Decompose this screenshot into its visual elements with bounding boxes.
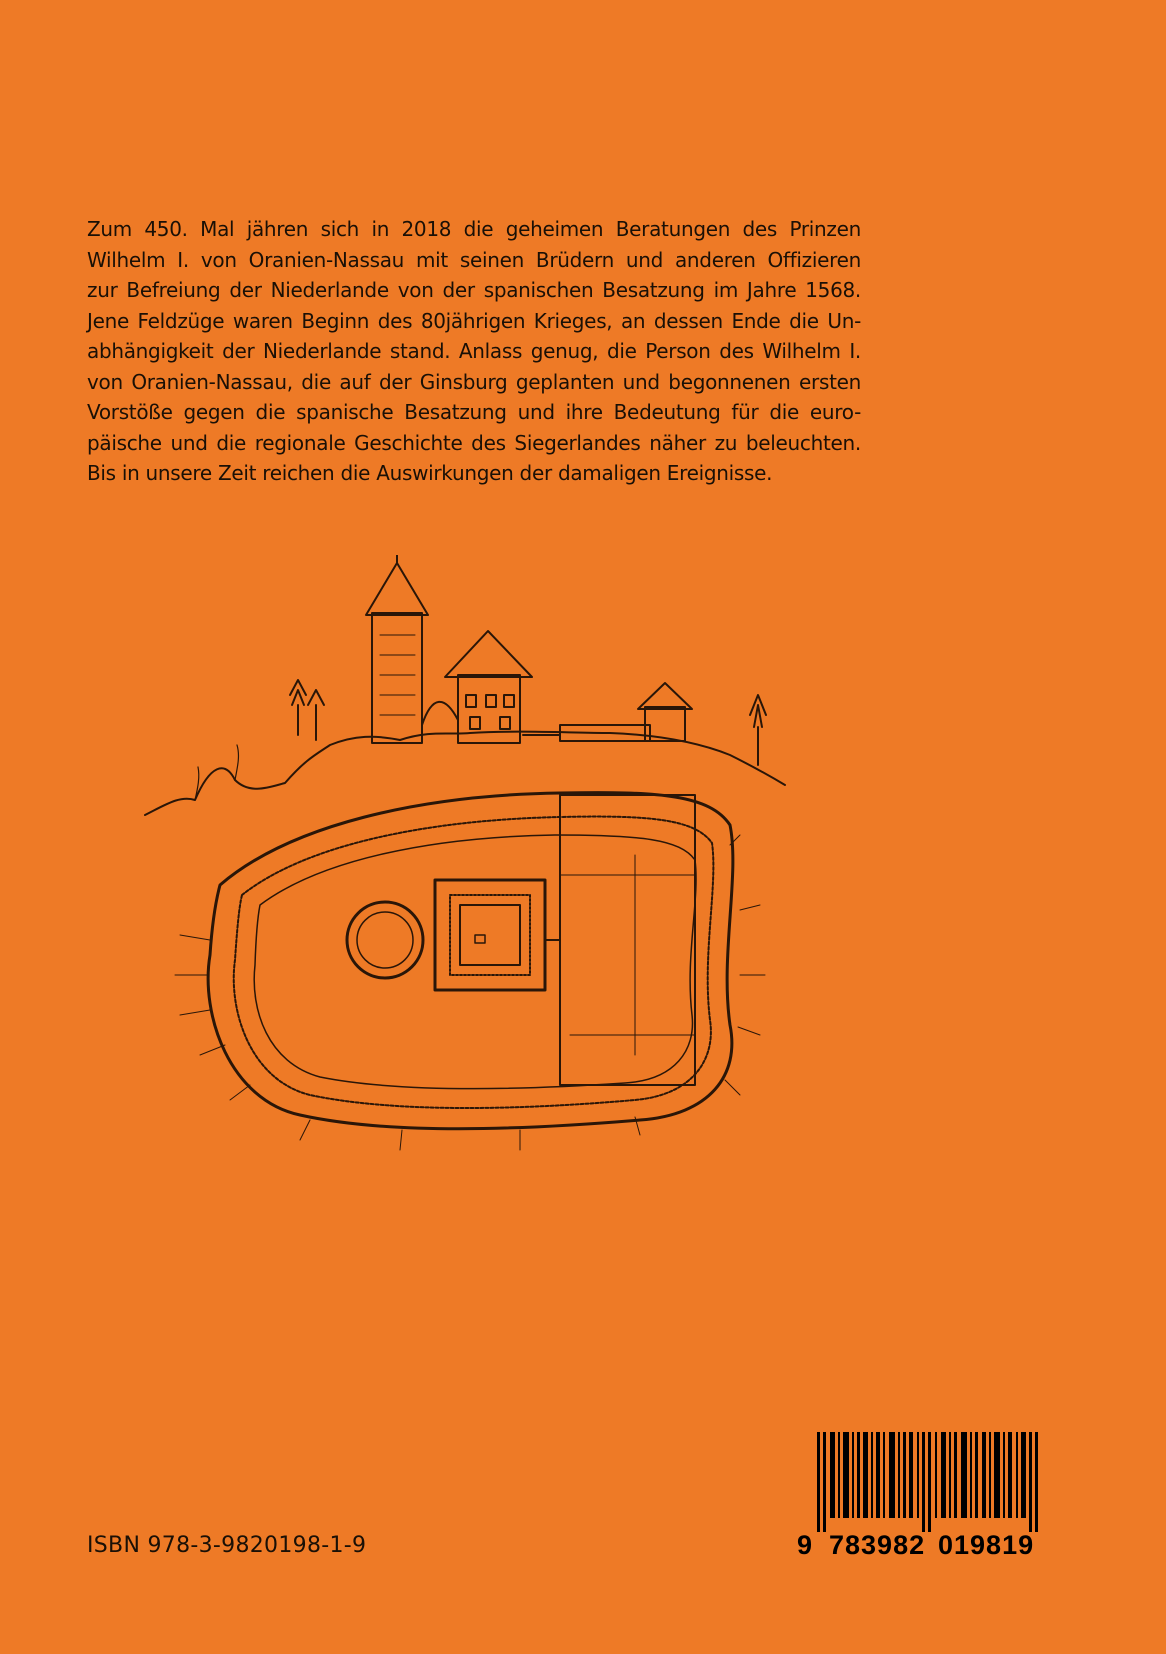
blurb-line: zur Befreiung der Niederlande von der spanischen Besatzung im Jahre 1568. bbox=[87, 278, 861, 302]
barcode-left-digits: 783982 bbox=[829, 1530, 926, 1560]
barcode-lead-digit: 9 bbox=[797, 1530, 813, 1560]
blurb-line: päische und die regionale Geschichte des Siegerlandes näher zu beleuchten. bbox=[87, 430, 861, 455]
blurb-line: Jene Feldzüge waren Beginn des 80jährigen Krieges, an dessen Ende die Un- bbox=[87, 308, 861, 333]
blurb-line: Bis in unsere Zeit reichen die Auswirkungen der damaligen Ereignisse. bbox=[87, 461, 773, 485]
barcode-right-digits: 019819 bbox=[938, 1530, 1035, 1560]
blurb-line: abhängigkeit der Niederlande stand. Anlass genug, die Person des Wilhelm I. bbox=[87, 339, 861, 363]
isbn-barcode bbox=[797, 1432, 1062, 1567]
fortress-ground-plan bbox=[175, 793, 765, 1150]
blurb-line: Wilhelm I. von Oranien-Nassau mit seinen Brüdern und anderen Offizieren bbox=[87, 247, 861, 272]
blurb-line: Vorstöße gegen die spanische Besatzung und ihre Bedeutung für die euro- bbox=[87, 400, 861, 424]
isbn-text: ISBN 978-3-9820198-1-9 bbox=[87, 1533, 367, 1558]
barcode-bars bbox=[797, 1432, 1062, 1532]
castle-plan-illustration bbox=[140, 555, 860, 1275]
blurb-line: von Oranien-Nassau, die auf der Ginsburg geplanten und begonnenen ersten bbox=[87, 369, 861, 394]
castle-hill-sketch bbox=[145, 555, 785, 815]
back-cover-blurb bbox=[87, 214, 861, 489]
blurb-line: Zum 450. Mal jähren sich in 2018 die geheimen Beratungen des Prinzen bbox=[87, 217, 861, 241]
barcode-digits bbox=[797, 1530, 1062, 1564]
